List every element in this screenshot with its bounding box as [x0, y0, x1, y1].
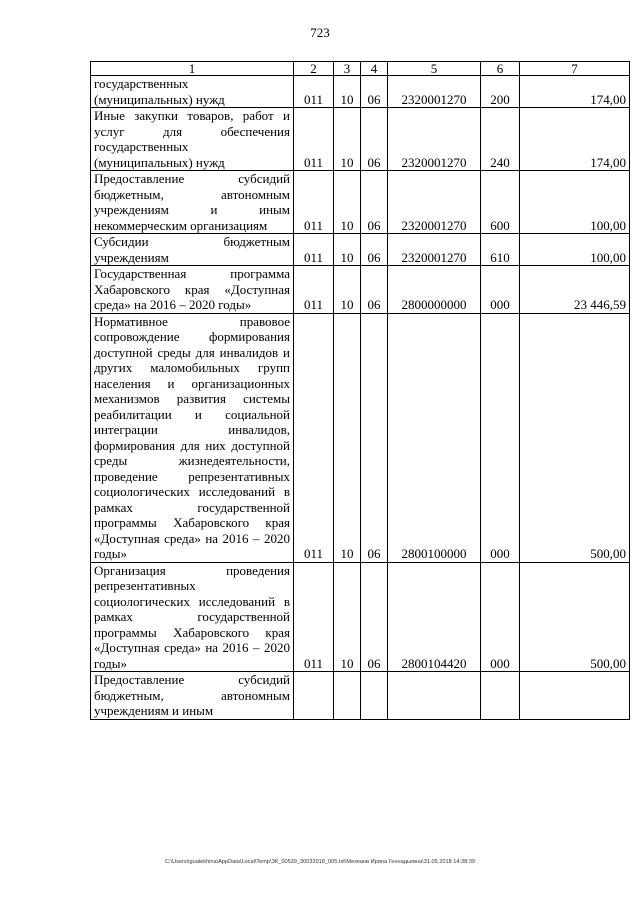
row-name: Организация проведения репрезентативных социологических исследований в рамках государственной программы Хабаровского края «Доступная среда» на 2016 – 2020 годы»	[91, 562, 294, 672]
row-name: Предоставление субсидий бюджетным, автономным учреждениям и иным некоммерческим организациям	[91, 171, 294, 234]
row-admin-code: 011	[294, 266, 334, 314]
table-row	[91, 171, 630, 234]
row-target-article: 2320001270	[388, 171, 481, 234]
row-admin-code: 011	[294, 562, 334, 672]
row-expense-type: 000	[481, 313, 520, 562]
row-admin-code: 011	[294, 108, 334, 171]
header-col-2: 2	[294, 62, 334, 76]
row-section: 10	[334, 266, 361, 314]
header-row	[91, 62, 630, 76]
header-col-4: 4	[361, 62, 388, 76]
row-subsection: 06	[361, 562, 388, 672]
row-subsection	[361, 672, 388, 720]
row-amount: 500,00	[520, 562, 630, 672]
row-expense-type: 610	[481, 234, 520, 266]
row-section: 10	[334, 562, 361, 672]
row-section: 10	[334, 108, 361, 171]
table-row	[91, 76, 630, 108]
row-section: 10	[334, 171, 361, 234]
row-admin-code: 011	[294, 313, 334, 562]
table-row	[91, 234, 630, 266]
row-subsection: 06	[361, 266, 388, 314]
table-row	[91, 313, 630, 562]
table-row	[91, 108, 630, 171]
row-admin-code: 011	[294, 76, 334, 108]
row-section: 10	[334, 76, 361, 108]
row-section: 10	[334, 313, 361, 562]
row-name: государственных (муниципальных) нужд	[91, 76, 294, 108]
row-expense-type: 000	[481, 266, 520, 314]
row-target-article: 2800000000	[388, 266, 481, 314]
row-expense-type: 000	[481, 562, 520, 672]
page-number: 723	[310, 25, 330, 40]
row-amount: 100,00	[520, 234, 630, 266]
row-target-article: 2320001270	[388, 234, 481, 266]
row-target-article: 2320001270	[388, 76, 481, 108]
table-row	[91, 562, 630, 672]
row-amount	[520, 672, 630, 720]
row-name: Иные закупки товаров, работ и услуг для обеспечения государственных (муниципальных) нужд	[91, 108, 294, 171]
row-amount: 23 446,59	[520, 266, 630, 314]
row-amount: 100,00	[520, 171, 630, 234]
table-body	[91, 76, 630, 720]
row-amount: 174,00	[520, 76, 630, 108]
header-col-7: 7	[520, 62, 630, 76]
row-target-article: 2800104420	[388, 562, 481, 672]
row-expense-type: 200	[481, 76, 520, 108]
row-admin-code: 011	[294, 234, 334, 266]
row-section	[334, 672, 361, 720]
header-col-3: 3	[334, 62, 361, 76]
row-admin-code	[294, 672, 334, 720]
header-col-1: 1	[91, 62, 294, 76]
table-row	[91, 672, 630, 720]
row-target-article	[388, 672, 481, 720]
row-subsection: 06	[361, 234, 388, 266]
row-target-article: 2320001270	[388, 108, 481, 171]
row-admin-code: 011	[294, 171, 334, 234]
row-subsection: 06	[361, 76, 388, 108]
budget-table	[90, 61, 630, 720]
row-expense-type: 240	[481, 108, 520, 171]
header-col-6: 6	[481, 62, 520, 76]
row-expense-type: 600	[481, 171, 520, 234]
header-col-5: 5	[388, 62, 481, 76]
row-amount: 174,00	[520, 108, 630, 171]
table-row	[91, 266, 630, 314]
row-name: Государственная программа Хабаровского края «Доступная среда» на 2016 – 2020 годы»	[91, 266, 294, 314]
row-section: 10	[334, 234, 361, 266]
row-subsection: 06	[361, 313, 388, 562]
row-name: Субсидии бюджетным учреждениям	[91, 234, 294, 266]
row-subsection: 06	[361, 108, 388, 171]
row-target-article: 2800100000	[388, 313, 481, 562]
row-name: Предоставление субсидий бюджетным, автономным учреждениям и иным	[91, 672, 294, 720]
table-header	[91, 62, 630, 76]
footer-file-path: C:\Users\igualekhina\AppData\Local\Temp\ЗК_00539_30032018_005.txt\Мехеанв Ирина Геннадьевна\31.05.2018 14:38:39	[164, 859, 476, 865]
row-subsection: 06	[361, 171, 388, 234]
row-name: Нормативное правовое сопровождение формирования доступной среды для инвалидов и других маломобильных групп населения и организационных механизмов развития системы реабилитации и социальной интеграции инвалидов, формирования для них доступной среды жизнедеятельности, проведение репрезентативных социологических исследований в рамках государственной программы Хабаровского края «Доступная среда» на 2016 – 2020 годы»	[91, 313, 294, 562]
row-amount: 500,00	[520, 313, 630, 562]
row-expense-type	[481, 672, 520, 720]
